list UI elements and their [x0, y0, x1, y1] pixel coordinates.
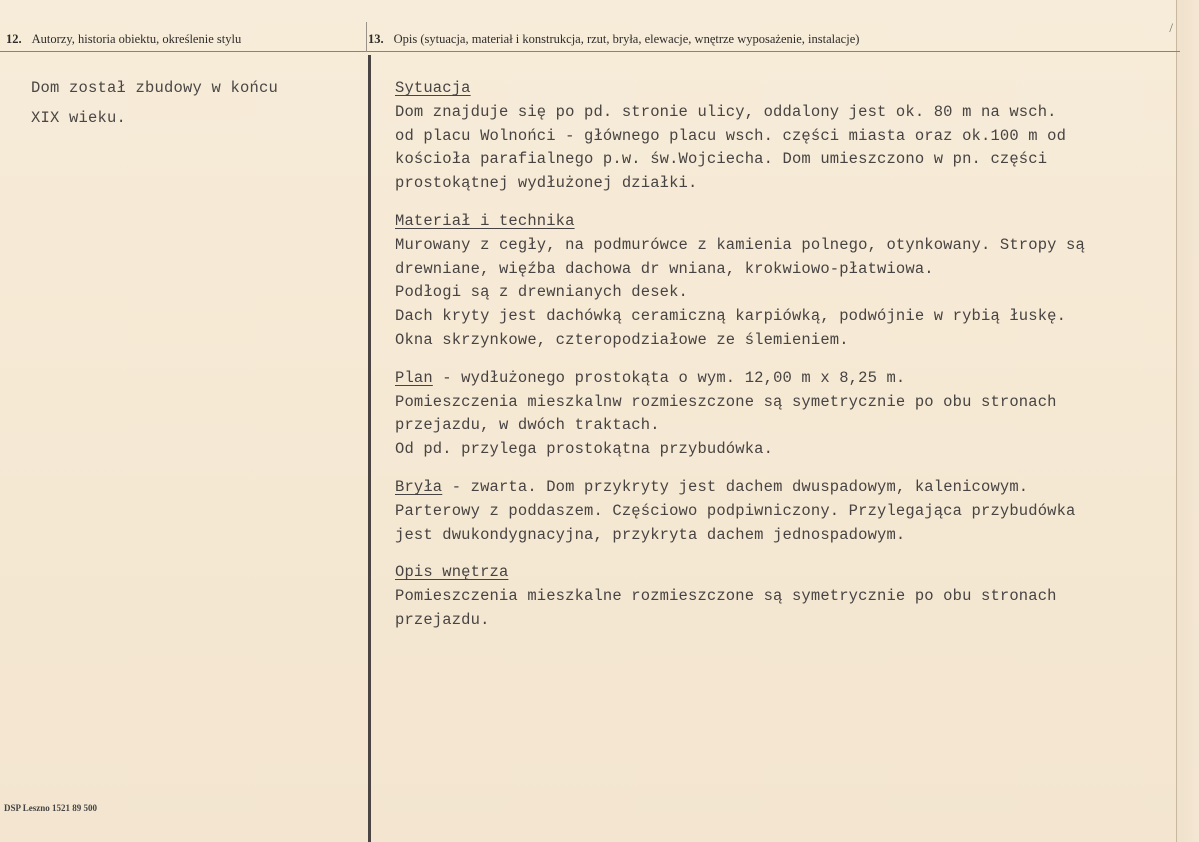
text-line: Dom znajduje się po pd. stronie ulicy, oddalony jest ok. 80 m na wsch. — [395, 102, 1057, 121]
field-13-number: 13. — [368, 32, 384, 46]
authors-history-text — [31, 73, 351, 133]
section-wnetrze — [395, 561, 1155, 632]
text-line: jest dwukondygnacyjna, przykryta dachem jednospadowym. — [395, 525, 906, 544]
text-fragment: - zwarta. Dom przykryty jest dachem dwuspadowym, kalenicowym. — [442, 477, 1029, 496]
text-line: Okna skrzynkowe, czteropodziałowe ze ślemieniem. — [395, 330, 849, 349]
field-13-header — [368, 32, 859, 47]
field-13-title: Opis (sytuacja, materiał i konstrukcja, rzut, bryła, elewacje, wnętrze wyposażenie, instalacje) — [393, 32, 860, 46]
text-line: drewniane, więźba dachowa dr wniana, krokwiowo-płatwiowa. — [395, 259, 934, 278]
text-line: Dach kryty jest dachówką ceramiczną karpiówką, podwójnie w rybią łuskę. — [395, 307, 1067, 326]
text-line: Podłogi są z drewnianych desek. — [395, 283, 688, 302]
text-line: kościoła parafialnego p.w. św.Wojciecha. Dom umieszczono w pn. części — [395, 150, 1048, 169]
text-line: przejazdu. — [395, 610, 490, 629]
section-heading: Materiał i technika — [395, 211, 575, 230]
section-heading: Bryła — [395, 477, 443, 496]
text-line: Dom został zbudowy w końcu — [31, 79, 279, 97]
text-line: XIX wieku. — [31, 109, 127, 127]
card-edge — [1176, 0, 1199, 842]
section-bryla — [395, 476, 1155, 547]
corner-mark: / — [1169, 20, 1173, 35]
section-plan — [395, 367, 1155, 462]
field-12-header — [6, 32, 241, 47]
text-line: Parterowy z poddaszem. Częściowo podpiwniczony. Przylegająca przybudówka — [395, 501, 1076, 520]
text-line: Murowany z cegły, na podmurówce z kamienia polnego, otynkowany. Stropy są — [395, 235, 1085, 254]
section-heading: Plan — [395, 368, 433, 387]
text-line — [395, 476, 1155, 500]
column-divider — [368, 55, 371, 842]
text-line: prostokątnej wydłużonej działki. — [395, 174, 698, 193]
text-fragment: - wydłużonego prostokąta o wym. 12,00 m x 8,25 m. — [432, 368, 906, 387]
text-line: Pomieszczenia mieszkalnw rozmieszczone są symetrycznie po obu stronach — [395, 392, 1057, 411]
field-12-title: Autorzy, historia obiektu, określenie stylu — [31, 32, 242, 46]
text-line: od placu Wolnońci - głównego placu wsch. części miasta oraz ok.100 m od — [395, 126, 1067, 145]
print-mark: DSP Leszno 1521 89 500 — [4, 803, 98, 813]
section-heading: Sytuacja — [395, 79, 471, 97]
section-material — [395, 210, 1155, 353]
text-line: Od pd. przylega prostokątna przybudówka. — [395, 440, 774, 459]
header-rule — [0, 51, 1180, 52]
field-12-number: 12. — [6, 32, 22, 46]
text-line: przejazdu, w dwóch traktach. — [395, 416, 660, 435]
section-heading: Opis wnętrza — [395, 563, 509, 582]
section-sytuacja — [395, 77, 1155, 196]
text-line — [395, 367, 1155, 391]
header-divider — [366, 22, 367, 52]
text-line: Pomieszczenia mieszkalne rozmieszczone są symetrycznie po obu stronach — [395, 587, 1057, 606]
description-text — [395, 77, 1155, 647]
